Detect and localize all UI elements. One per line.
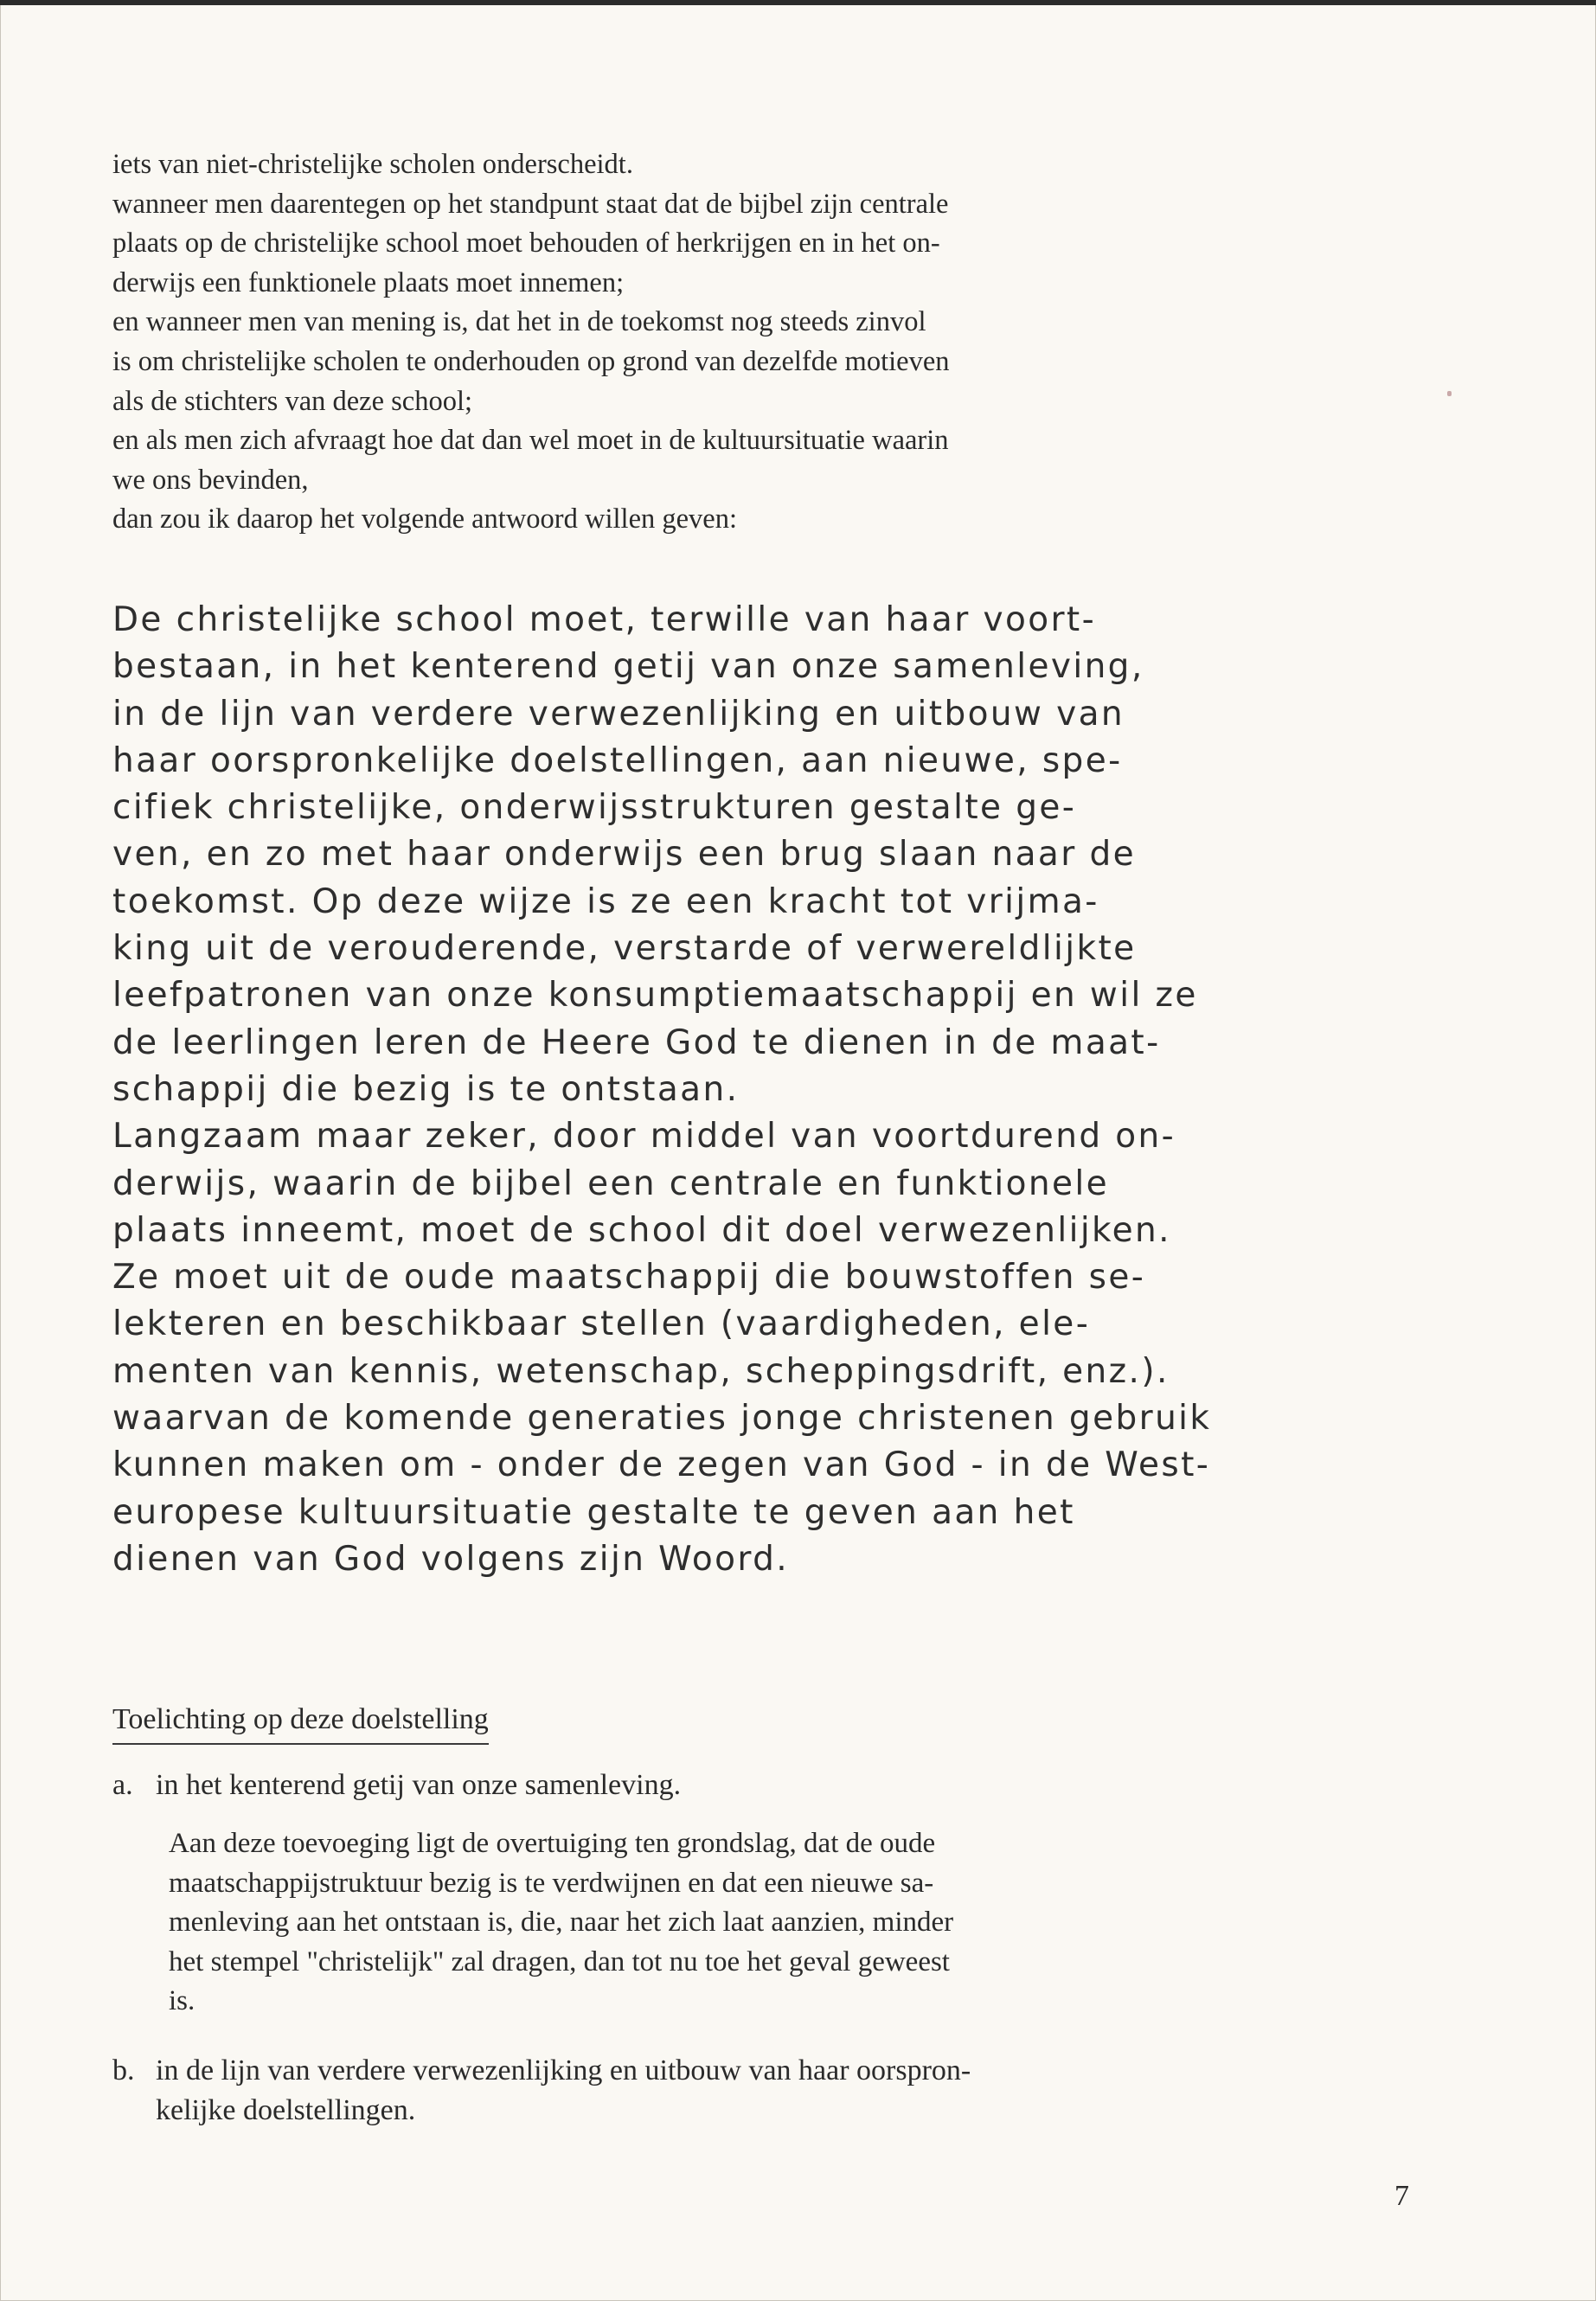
item-a-explanation [112,1824,1497,2022]
intro-paragraph [112,145,1462,540]
statement-line: toekomst. Op deze wijze is ze een kracht tot vrijma- [112,881,1099,921]
page-number: 7 [1394,2180,1409,2212]
statement-line: haar oorspronkelijke doelstellingen, aan nieuwe, spe- [112,740,1123,780]
list-item-b [112,2051,1497,2131]
statement-line: Langzaam maar zeker, door middel van voortdurend on- [112,1117,1176,1157]
intro-line: en als men zich afvraagt hoe dat dan wel moet in de kultuursituatie waarin [112,425,949,457]
statement-line: in de lijn van verdere verwezenlijking en uitbouw van [112,694,1125,734]
mission-statement [112,597,1497,1583]
statement-line: bestaan, in het kenterend getij van onze samenleving, [112,647,1144,687]
explanation-line: is. [169,1985,195,2016]
list-item-letter: b. [112,2054,135,2086]
statement-line: europese kultuursituatie gestalte te geven aan het [112,1492,1075,1532]
statement-line: de leerlingen leren de Heere God te dienen in de maat- [112,1022,1161,1062]
list-item-text: in het kenterend getij van onze samenleving. [156,1769,682,1801]
intro-line: als de stichters van deze school; [112,385,473,417]
list-item-text: in de lijn van verdere verwezenlijking en uitbouw van haar oorspron- [156,2054,971,2086]
statement-line: De christelijke school moet, terwille van haar voort- [112,600,1097,639]
statement-line: plaats inneemt, moet de school dit doel verwezenlijken. [112,1210,1171,1250]
statement-line: dienen van God volgens zijn Woord. [112,1539,790,1579]
explanation-line: het stempel "christelijk" zal dragen, dan tot nu toe het geval geweest [169,1945,950,1977]
list-item-letter: a. [112,1769,133,1801]
statement-line: ven, en zo met haar onderwijs een brug slaan naar de [112,835,1137,875]
toelichting-section [112,1700,1497,2131]
statement-line: derwijs, waarin de bijbel een centrale en funktionele [112,1163,1109,1203]
paper-speck [1447,391,1452,396]
explanation-line: Aan deze toevoeging ligt de overtuiging ten grondslag, dat de oude [169,1828,936,1859]
explanation-line: menleving aan het ontstaan is, die, naar het zich laat aanzien, minder [169,1907,954,1938]
statement-line: schappij die bezig is te ontstaan. [112,1069,740,1109]
explanation-line: maatschappijstruktuur bezig is te verdwijnen en dat een nieuwe sa- [169,1867,934,1899]
intro-line: dan zou ik daarop het volgende antwoord willen geven: [112,503,737,535]
intro-line: is om christelijke scholen te onderhouden op grond van dezelfde motieven [112,345,950,377]
section-heading: Toelichting op deze doelstelling [112,1700,489,1745]
statement-line: lekteren en beschikbaar stellen (vaardigheden, ele- [112,1304,1091,1344]
statement-line: waarvan de komende generaties jonge christenen gebruik [112,1399,1212,1439]
statement-line: cifiek christelijke, onderwijsstrukturen gestalte ge- [112,788,1077,828]
list-item-text: kelijke doelstellingen. [156,2093,416,2126]
statement-line: leefpatronen van onze konsumptiemaatschappij en wil ze [112,976,1198,1016]
intro-line: we ons bevinden, [112,464,309,496]
statement-line: menten van kennis, wetenschap, scheppingsdrift, enz.). [112,1351,1170,1391]
intro-line: iets van niet-christelijke scholen onderscheidt. [112,149,633,180]
statement-line: Ze moet uit de oude maatschappij die bouwstoffen se- [112,1258,1146,1298]
intro-line: plaats op de christelijke school moet behouden of herkrijgen en in het on- [112,228,940,260]
page-top-edge [0,0,1596,5]
intro-line: en wanneer men van mening is, dat het in de toekomst nog steeds zinvol [112,306,926,338]
statement-line: kunnen maken om - onder de zegen van God - in de West- [112,1445,1211,1485]
list-item-a [112,1766,1497,1805]
statement-line: king uit de verouderende, verstarde of verwereldlijkte [112,929,1137,969]
intro-line: wanneer men daarentegen op het standpunt staat dat de bijbel zijn centrale [112,188,949,220]
intro-line: derwijs een funktionele plaats moet innemen; [112,266,625,298]
